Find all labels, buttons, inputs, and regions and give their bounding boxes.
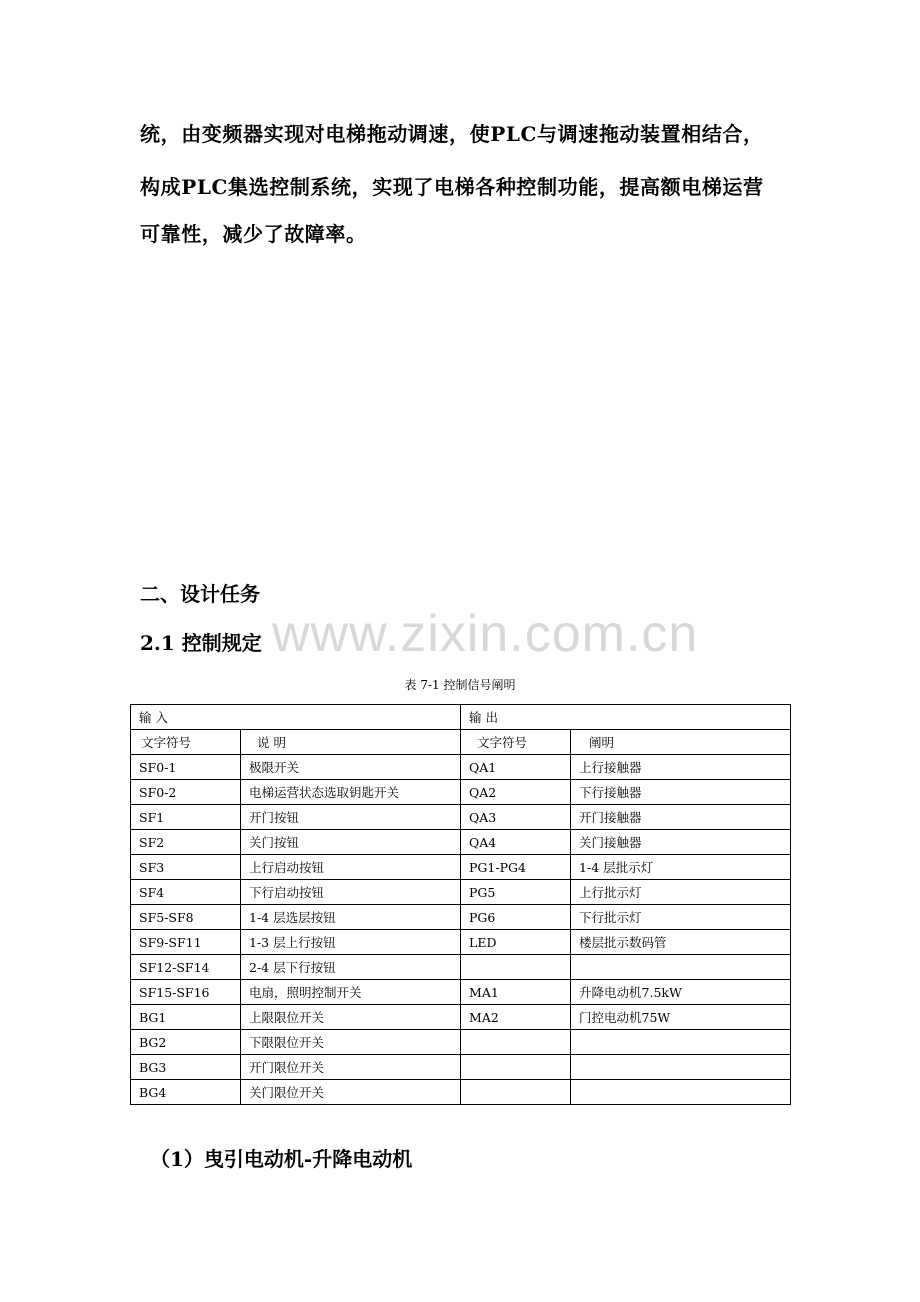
input-symbol-cell: SF9-SF11 (131, 930, 241, 955)
input-description-cell: 极限开关 (241, 755, 461, 780)
output-symbol-cell: PG1-PG4 (461, 855, 571, 880)
column-header-output-symbol: 文字符号 (461, 730, 571, 755)
output-symbol-cell: LED (461, 930, 571, 955)
output-description-cell: 楼层批示数码管 (571, 930, 791, 955)
output-description-cell: 下行批示灯 (571, 905, 791, 930)
output-description-cell (571, 1055, 791, 1080)
output-symbol-cell: MA2 (461, 1005, 571, 1030)
intro-line-3: 可靠性，减少了故障率。 (140, 222, 367, 246)
input-symbol-cell: SF15-SF16 (131, 980, 241, 1005)
input-description-cell: 电扇，照明控制开关 (241, 980, 461, 1005)
output-symbol-cell (461, 1080, 571, 1105)
watermark: www.zixin.com.cn (272, 605, 699, 663)
table-row (131, 1080, 791, 1105)
output-description-cell: 升降电动机7.5kW (571, 980, 791, 1005)
table-row (131, 930, 791, 955)
input-description-cell: 上行启动按钮 (241, 855, 461, 880)
input-symbol-cell: SF12-SF14 (131, 955, 241, 980)
table-row (131, 955, 791, 980)
output-description-cell (571, 955, 791, 980)
output-description-cell (571, 1080, 791, 1105)
output-description-cell: 关门接触器 (571, 830, 791, 855)
input-description-cell: 关门限位开关 (241, 1080, 461, 1105)
input-symbol-cell: SF4 (131, 880, 241, 905)
output-symbol-cell: PG5 (461, 880, 571, 905)
control-signal-table (130, 704, 791, 1105)
input-symbol-cell: SF0-1 (131, 755, 241, 780)
table-caption: 表 7-1 控制信号阐明 (404, 678, 516, 692)
output-symbol-cell: QA2 (461, 780, 571, 805)
output-symbol-cell: QA1 (461, 755, 571, 780)
table-row (131, 980, 791, 1005)
input-description-cell: 上限限位开关 (241, 1005, 461, 1030)
column-header-input-symbol: 文字符号 (131, 730, 241, 755)
output-symbol-cell: MA1 (461, 980, 571, 1005)
output-group-header: 输 出 (461, 705, 791, 730)
input-description-cell: 1-4 层选层按钮 (241, 905, 461, 930)
output-symbol-cell: QA4 (461, 830, 571, 855)
input-symbol-cell: BG2 (131, 1030, 241, 1055)
output-description-cell: 下行接触器 (571, 780, 791, 805)
input-symbol-cell: SF0-2 (131, 780, 241, 805)
section-subtitle: 2.1 控制规定 (140, 631, 262, 655)
motor-heading: （1）曳引电动机-升降电动机 (150, 1147, 413, 1171)
input-description-cell: 开门按钮 (241, 805, 461, 830)
table-column-header-row (131, 730, 791, 755)
input-symbol-cell: BG3 (131, 1055, 241, 1080)
input-description-cell: 关门按钮 (241, 830, 461, 855)
table-row (131, 1030, 791, 1055)
output-description-cell: 1-4 层批示灯 (571, 855, 791, 880)
input-description-cell: 下限限位开关 (241, 1030, 461, 1055)
input-group-header: 输 入 (131, 705, 461, 730)
output-symbol-cell (461, 955, 571, 980)
table-row (131, 780, 791, 805)
table-row (131, 905, 791, 930)
input-description-cell: 1-3 层上行按钮 (241, 930, 461, 955)
table-row (131, 855, 791, 880)
table-row (131, 755, 791, 780)
input-symbol-cell: SF2 (131, 830, 241, 855)
output-description-cell: 门控电动机75W (571, 1005, 791, 1030)
intro-line-1: 统，由变频器实现对电梯拖动调速，使PLC与调速拖动装置相结合， (140, 122, 764, 146)
column-header-input-desc: 说 明 (241, 730, 461, 755)
input-description-cell: 2-4 层下行按钮 (241, 955, 461, 980)
input-symbol-cell: BG1 (131, 1005, 241, 1030)
table-row (131, 830, 791, 855)
input-description-cell: 下行启动按钮 (241, 880, 461, 905)
input-symbol-cell: SF5-SF8 (131, 905, 241, 930)
output-description-cell: 上行接触器 (571, 755, 791, 780)
input-description-cell: 电梯运营状态选取钥匙开关 (241, 780, 461, 805)
table-row (131, 1005, 791, 1030)
output-description-cell (571, 1030, 791, 1055)
section-title: 二、设计任务 (140, 582, 260, 606)
input-symbol-cell: SF1 (131, 805, 241, 830)
table-group-header-row (131, 705, 791, 730)
table-row (131, 880, 791, 905)
intro-line-2: 构成PLC集选控制系统，实现了电梯各种控制功能，提高额电梯运营 (140, 175, 764, 199)
output-symbol-cell (461, 1055, 571, 1080)
output-symbol-cell (461, 1030, 571, 1055)
input-symbol-cell: BG4 (131, 1080, 241, 1105)
output-description-cell: 上行批示灯 (571, 880, 791, 905)
table-row (131, 805, 791, 830)
column-header-output-desc: 阐明 (571, 730, 791, 755)
input-description-cell: 开门限位开关 (241, 1055, 461, 1080)
output-symbol-cell: QA3 (461, 805, 571, 830)
input-symbol-cell: SF3 (131, 855, 241, 880)
table-row (131, 1055, 791, 1080)
output-description-cell: 开门接触器 (571, 805, 791, 830)
output-symbol-cell: PG6 (461, 905, 571, 930)
